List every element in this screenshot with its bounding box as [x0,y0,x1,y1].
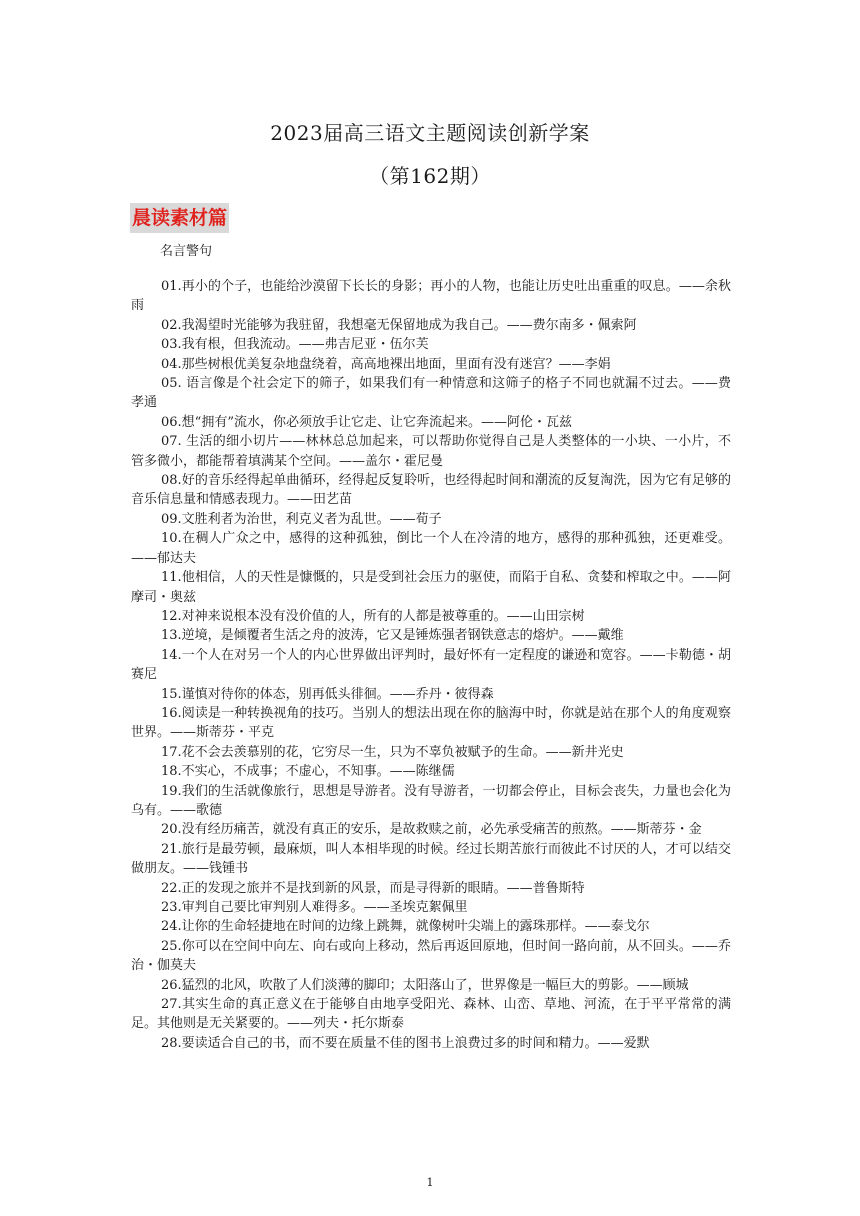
quote-item: 11.他相信，人的天性是慷慨的，只是受到社会压力的驱使，而陷于自私、贪婪和榨取之中。——阿摩司・奥兹 [131,570,731,605]
quote-item: 23.审判自己要比审判别人难得多。——圣埃克絮佩里 [161,900,468,915]
quote-item: 19.我们的生活就像旅行，思想是导游者。没有导游者，一切都会停止，目标会丧失，力量也会化为乌有。——歌德 [131,783,731,818]
quote-list [131,277,731,1053]
quote-item: 15.谨慎对待你的体态，别再低头徘徊。——乔丹・彼得森 [161,686,494,702]
subheading: 名言警句 [160,244,213,259]
quote-item: 16.阅读是一种转换视角的技巧。当别人的想法出现在你的脑海中时，你就是站在那个人的角度观察世界。——斯蒂芬・平克 [131,705,731,741]
quote-item: 25.你可以在空间中向左、向右或向上移动，然后再返回原地，但时间一路向前，从不回头。——乔治・伽莫夫 [131,938,731,974]
issue-number: （第162期） [369,164,491,188]
quote-item: 20.没有经历痛苦，就没有真正的安乐，是故救赎之前，必先承受痛苦的煎熬。——斯蒂芬・金 [161,822,702,838]
quote-item: 24.让你的生命轻捷地在时间的边缘上跳舞，就像树叶尖端上的露珠那样。——泰戈尔 [161,919,650,935]
quote-item: 14.一个人在对另一个人的内心世界做出评判时，最好怀有一定程度的谦逊和宽容。——卡勒德・胡赛尼 [131,647,731,683]
section-heading: 晨读素材篇 [130,203,229,233]
quote-item: 17.花不会去羡慕别的花，它穷尽一生，只为不辜负被赋予的生命。——新井光史 [161,744,624,760]
quote-item: 07. 生活的细小切片——林林总总加起来，可以帮助你觉得自己是人类整体的一小块、一小片，不管多微小，都能帮着填满某个空间。——盖尔・霍尼曼 [131,434,731,469]
quote-item: 09.文胜利者为治世，利克义者为乱世。——荀子 [161,511,442,527]
quote-item: 05. 语言像是个社会定下的筛子，如果我们有一种情意和这筛子的格子不同也就漏不过去。——费孝通 [131,376,731,411]
quote-item: 18.不实心，不成事；不虚心，不知事。——陈继儒 [161,764,455,780]
quote-item: 27.其实生命的真正意义在于能够自由地享受阳光、森林、山峦、草地、河流，在于平平常常的满足。其他则是无关紧要的。——列夫・托尔斯泰 [131,997,731,1032]
quote-item: 06.想“拥有”流水，你必须放手让它走、让它奔流起来。——阿伦・瓦兹 [161,414,572,430]
quote-item: 04.那些树根优美复杂地盘绕着，高高地裸出地面，里面有没有迷宫？——李娟 [161,356,611,372]
quote-item: 22.正的发现之旅并不是找到新的风景，而是寻得新的眼睛。——普鲁斯特 [161,880,585,896]
quote-item: 08.好的音乐经得起单曲循环，经得起反复聆听，也经得起时间和潮流的反复淘洗，因为它有足够的音乐信息量和情感表现力。——田艺苗 [131,473,731,508]
quote-item: 03.我有根，但我流动。——弗吉尼亚・伍尔芙 [161,337,429,353]
quote-item: 12.对神来说根本没有没价值的人，所有的人都是被尊重的。——山田宗树 [161,608,585,624]
quote-item: 13.逆境，是倾覆者生活之舟的波涛，它又是锤炼强者钢铁意志的熔炉。——戴维 [161,628,624,644]
document-title: 2023届高三语文主题阅读创新学案 [270,121,590,145]
quote-item: 02.我渴望时光能够为我驻留，我想毫无保留地成为我自己。——费尔南多・佩索阿 [161,317,637,333]
page-number: 1 [426,1176,434,1189]
quote-item: 26.猛烈的北风，吹散了人们淡薄的脚印；太阳落山了，世界像是一幅巨大的剪影。——顾城 [161,977,689,993]
quote-item: 01.再小的个子，也能给沙漠留下长长的身影；再小的人物，也能让历史吐出重重的叹息。——余秋雨 [131,279,731,314]
quote-item: 21.旅行是最劳顿，最麻烦，叫人本相毕现的时候。经过长期苦旅行而彼此不讨厌的人，才可以结交做朋友。——钱锺书 [131,841,731,877]
quote-item: 10.在稠人广众之中，感得的这种孤独，倒比一个人在冷清的地方，感得的那种孤独，还更难受。——郁达夫 [131,531,731,566]
quote-item: 28.要读适合自己的书，而不要在质量不佳的图书上浪费过多的时间和精力。——爱默 [161,1035,650,1051]
